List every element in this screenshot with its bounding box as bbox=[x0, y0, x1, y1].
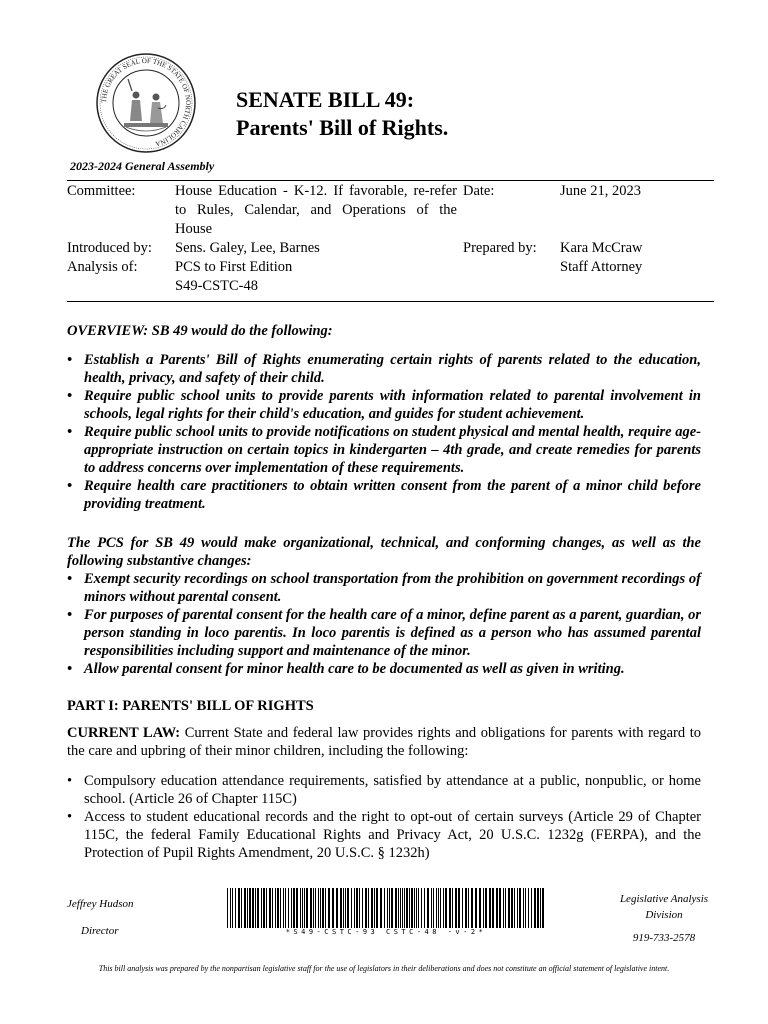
pcs-bullet: • Exempt security recordings on school transportation from the prohibition on government recordings of minors without parental consent. bbox=[67, 570, 701, 606]
pcs-intro: The PCS for SB 49 would make organizational, technical, and conforming changes, as well as the following substantive changes: bbox=[67, 535, 701, 569]
barcode-bar bbox=[300, 888, 301, 928]
disclaimer: This bill analysis was prepared by the nonpartisan legislative staff for the use of legislators in their deliberations and does not constitute an official statement of legislative intent. bbox=[98, 964, 670, 973]
barcode-bar bbox=[517, 888, 518, 928]
barcode-bar bbox=[471, 888, 473, 928]
prepared-value bbox=[560, 239, 643, 277]
barcode-bar bbox=[418, 888, 419, 928]
barcode-bar bbox=[508, 888, 510, 928]
barcode-bar bbox=[455, 888, 457, 928]
barcode-bar bbox=[365, 888, 367, 928]
barcode-bar bbox=[318, 888, 319, 928]
barcode-bar bbox=[356, 888, 358, 928]
barcode-bar bbox=[489, 888, 491, 928]
barcode-bar bbox=[263, 888, 265, 928]
barcode-bar bbox=[395, 888, 397, 928]
barcode-bar bbox=[431, 888, 432, 928]
barcode-bar bbox=[238, 888, 240, 928]
barcode-bar bbox=[414, 888, 415, 928]
barcode-bar bbox=[232, 888, 233, 928]
barcode-bar bbox=[537, 888, 539, 928]
barcode-bar bbox=[241, 888, 242, 928]
barcode-bar bbox=[275, 888, 276, 928]
barcode-bar bbox=[376, 888, 378, 928]
analysis-value bbox=[175, 258, 292, 296]
barcode-bar bbox=[380, 888, 382, 928]
barcode-bar bbox=[313, 888, 314, 928]
barcode-bar bbox=[402, 888, 403, 928]
barcode-bar bbox=[542, 888, 544, 928]
barcode-text: *S49-CSTC-93 CSTC-48 -v-2* bbox=[285, 928, 487, 936]
overview-list bbox=[67, 351, 701, 513]
barcode-bar bbox=[285, 888, 286, 928]
meta-rule bbox=[67, 301, 714, 302]
barcode-bar bbox=[371, 888, 373, 928]
current-law-label: CURRENT LAW: bbox=[67, 725, 181, 741]
barcode-bar bbox=[310, 888, 312, 928]
current-law-bullet: • Access to student educational records and the right to opt-out of certain surveys (Article 29 of Chapter 115C, the federal Family Educational Rights and Privacy Act, 20 U.S.C. 1232g (FERPA), and the Protection of Pupil Rights Amendment, 20 U.S.C. § 1232h) bbox=[67, 808, 701, 862]
barcode-bar bbox=[291, 888, 292, 928]
barcode-bar bbox=[252, 888, 254, 928]
barcode-bar bbox=[406, 888, 408, 928]
barcode-bar bbox=[283, 888, 284, 928]
committee-line1: House Education - K-12. If favorable, re-refer bbox=[175, 183, 457, 199]
barcode-bar bbox=[458, 888, 460, 928]
barcode-bar bbox=[257, 888, 259, 928]
barcode-bar bbox=[351, 888, 352, 928]
barcode-bar bbox=[424, 888, 425, 928]
barcode-bar bbox=[328, 888, 330, 928]
barcode-bar bbox=[277, 888, 279, 928]
analysis-label: Analysis of: bbox=[67, 259, 138, 275]
date-value: June 21, 2023 bbox=[560, 183, 641, 199]
barcode-bar bbox=[325, 888, 326, 928]
barcode-bar bbox=[244, 888, 246, 928]
footer-division bbox=[604, 891, 724, 946]
overview-heading: OVERVIEW: SB 49 would do the following: bbox=[67, 323, 333, 339]
barcode-bar bbox=[534, 888, 536, 928]
barcode-bar bbox=[391, 888, 393, 928]
barcode-bar bbox=[436, 888, 437, 928]
part1-heading: PART I: PARENTS' BILL OF RIGHTS bbox=[67, 698, 314, 714]
barcode-bar bbox=[514, 888, 515, 928]
barcode-bar bbox=[235, 888, 236, 928]
overview-bullet: • Require public school units to provide notifications on student physical and mental health, require age-appropriate instruction on certain topics in kindergarten – 4th grade, and create remedies for parents to address concerns over implementation of these requirements. bbox=[67, 423, 701, 477]
barcode-bar bbox=[336, 888, 338, 928]
barcode-bar bbox=[492, 888, 494, 928]
overview-bullet: • Require health care practitioners to obtain written consent from the parent of a minor child before providing treatment. bbox=[67, 477, 701, 513]
barcode-bar bbox=[485, 888, 487, 928]
barcode-bar bbox=[302, 888, 303, 928]
barcode-bar bbox=[306, 888, 308, 928]
committee-line3: House bbox=[175, 221, 213, 237]
current-law-list bbox=[67, 772, 701, 862]
barcode-bar bbox=[433, 888, 434, 928]
barcode-bar bbox=[354, 888, 355, 928]
barcode-bar bbox=[411, 888, 413, 928]
barcode-bar bbox=[288, 888, 289, 928]
svg-text:THE GREAT SEAL OF THE STATE OF: THE GREAT SEAL OF THE STATE OF NORTH CAROLINA bbox=[99, 56, 193, 148]
barcode-bar bbox=[531, 888, 532, 928]
barcode-bar bbox=[505, 888, 506, 928]
barcode-bar bbox=[523, 888, 524, 928]
barcode-bar bbox=[421, 888, 422, 928]
barcode-bar bbox=[347, 888, 349, 928]
barcode-bar bbox=[479, 888, 481, 928]
barcode-bar bbox=[540, 888, 541, 928]
barcode-bar bbox=[384, 888, 385, 928]
barcode-bar bbox=[511, 888, 513, 928]
barcode-bar bbox=[272, 888, 273, 928]
barcode-bar bbox=[269, 888, 271, 928]
current-law-bullet: • Compulsory education attendance requirements, satisfied by attendance at a public, nonpublic, or home school. (Article 26 of Chapter 115C) bbox=[67, 772, 701, 808]
current-law-paragraph bbox=[67, 724, 701, 760]
barcode-bar bbox=[462, 888, 463, 928]
committee-label: Committee: bbox=[67, 183, 136, 199]
bill-title bbox=[236, 86, 448, 142]
header-rule bbox=[67, 180, 714, 181]
committee-line2: to Rules, Calendar, and Operations of the bbox=[175, 202, 457, 218]
director-role: Director bbox=[81, 925, 119, 937]
overview-bullet: • Establish a Parents' Bill of Rights enumerating certain rights of parents related to the education, health, privacy, and safety of their child. bbox=[67, 351, 701, 387]
barcode-bar bbox=[475, 888, 477, 928]
barcode-bar bbox=[416, 888, 417, 928]
barcode-bar bbox=[227, 888, 228, 928]
barcode-bar bbox=[404, 888, 405, 928]
analysis-edition: PCS to First Edition bbox=[175, 259, 293, 275]
barcode-bar bbox=[345, 888, 346, 928]
introduced-value: Sens. Galey, Lee, Barnes bbox=[175, 240, 320, 256]
date-label: Date: bbox=[463, 183, 495, 199]
barcode-bar bbox=[438, 888, 439, 928]
pcs-bullet: • Allow parental consent for minor health care to be documented as well as given in writing. bbox=[67, 660, 701, 678]
committee-value bbox=[175, 182, 457, 239]
barcode-bar bbox=[445, 888, 447, 928]
director-name: Jeffrey Hudson bbox=[67, 898, 134, 910]
footer-director bbox=[67, 898, 134, 938]
barcode-bar bbox=[519, 888, 521, 928]
barcode-bar bbox=[503, 888, 504, 928]
barcode-bar bbox=[247, 888, 248, 928]
barcode-bar bbox=[499, 888, 501, 928]
barcode-bar bbox=[496, 888, 498, 928]
barcode-bar bbox=[528, 888, 529, 928]
barcode-bar bbox=[465, 888, 467, 928]
barcode-bar bbox=[320, 888, 321, 928]
barcode-bar bbox=[230, 888, 231, 928]
barcode-bar bbox=[449, 888, 451, 928]
introduced-label: Introduced by: bbox=[67, 240, 152, 256]
barcode-bar bbox=[387, 888, 388, 928]
pcs-list bbox=[67, 570, 701, 678]
barcode-bar bbox=[266, 888, 267, 928]
analysis-code: S49-CSTC-48 bbox=[175, 278, 258, 294]
barcode-bar bbox=[483, 888, 484, 928]
barcode-bar bbox=[249, 888, 251, 928]
current-law-text: Current State and federal law provides rights and obligations for parents with regard to the care and upbring of their minor children, including the following: bbox=[67, 725, 702, 759]
barcode-bar bbox=[389, 888, 390, 928]
barcode-bar bbox=[443, 888, 444, 928]
barcode-bar bbox=[374, 888, 375, 928]
barcode-bar bbox=[340, 888, 342, 928]
barcode-bar bbox=[332, 888, 334, 928]
bill-title-line2: Parents' Bill of Rights. bbox=[236, 115, 449, 140]
barcode-bar bbox=[362, 888, 363, 928]
barcode-bar bbox=[525, 888, 526, 928]
barcode-bar bbox=[293, 888, 295, 928]
barcode-bar bbox=[255, 888, 256, 928]
barcode-bar bbox=[452, 888, 453, 928]
prepared-name: Kara McCraw bbox=[560, 240, 643, 256]
assembly-label: 2023-2024 General Assembly bbox=[70, 159, 215, 173]
barcode-bar bbox=[368, 888, 369, 928]
barcode-bar bbox=[468, 888, 469, 928]
overview-bullet: • Require public school units to provide parents with information related to parental involvement in schools, legal rights for their child's education, and guides for student achievement. bbox=[67, 387, 701, 423]
state-seal-logo bbox=[96, 53, 196, 153]
prepared-label: Prepared by: bbox=[463, 240, 537, 256]
barcode-bar bbox=[296, 888, 298, 928]
division-line1: Legislative Analysis bbox=[619, 893, 709, 905]
barcode-bar bbox=[280, 888, 281, 928]
pcs-bullet: • For purposes of parental consent for the health care of a minor, define parent as a parent, guardian, or person standing in loco parentis. In loco parentis is defined as a person who has assumed parental responsibilities including support and maintenance of the minor. bbox=[67, 606, 701, 660]
bill-title-line1: SENATE BILL 49: bbox=[236, 87, 415, 112]
barcode-bar bbox=[315, 888, 316, 928]
barcode-bar bbox=[427, 888, 429, 928]
barcode-bar bbox=[322, 888, 324, 928]
prepared-title: Staff Attorney bbox=[560, 259, 643, 275]
barcode-bar bbox=[359, 888, 360, 928]
barcode-bar bbox=[398, 888, 399, 928]
division-line2: Division bbox=[645, 909, 683, 921]
barcode-bar bbox=[400, 888, 401, 928]
barcode-bar bbox=[261, 888, 262, 928]
barcode-bar bbox=[409, 888, 410, 928]
barcode-bar bbox=[343, 888, 344, 928]
division-phone: 919-733-2578 bbox=[632, 932, 696, 944]
barcode bbox=[227, 888, 545, 928]
barcode-bar bbox=[440, 888, 441, 928]
barcode-bar bbox=[304, 888, 305, 928]
